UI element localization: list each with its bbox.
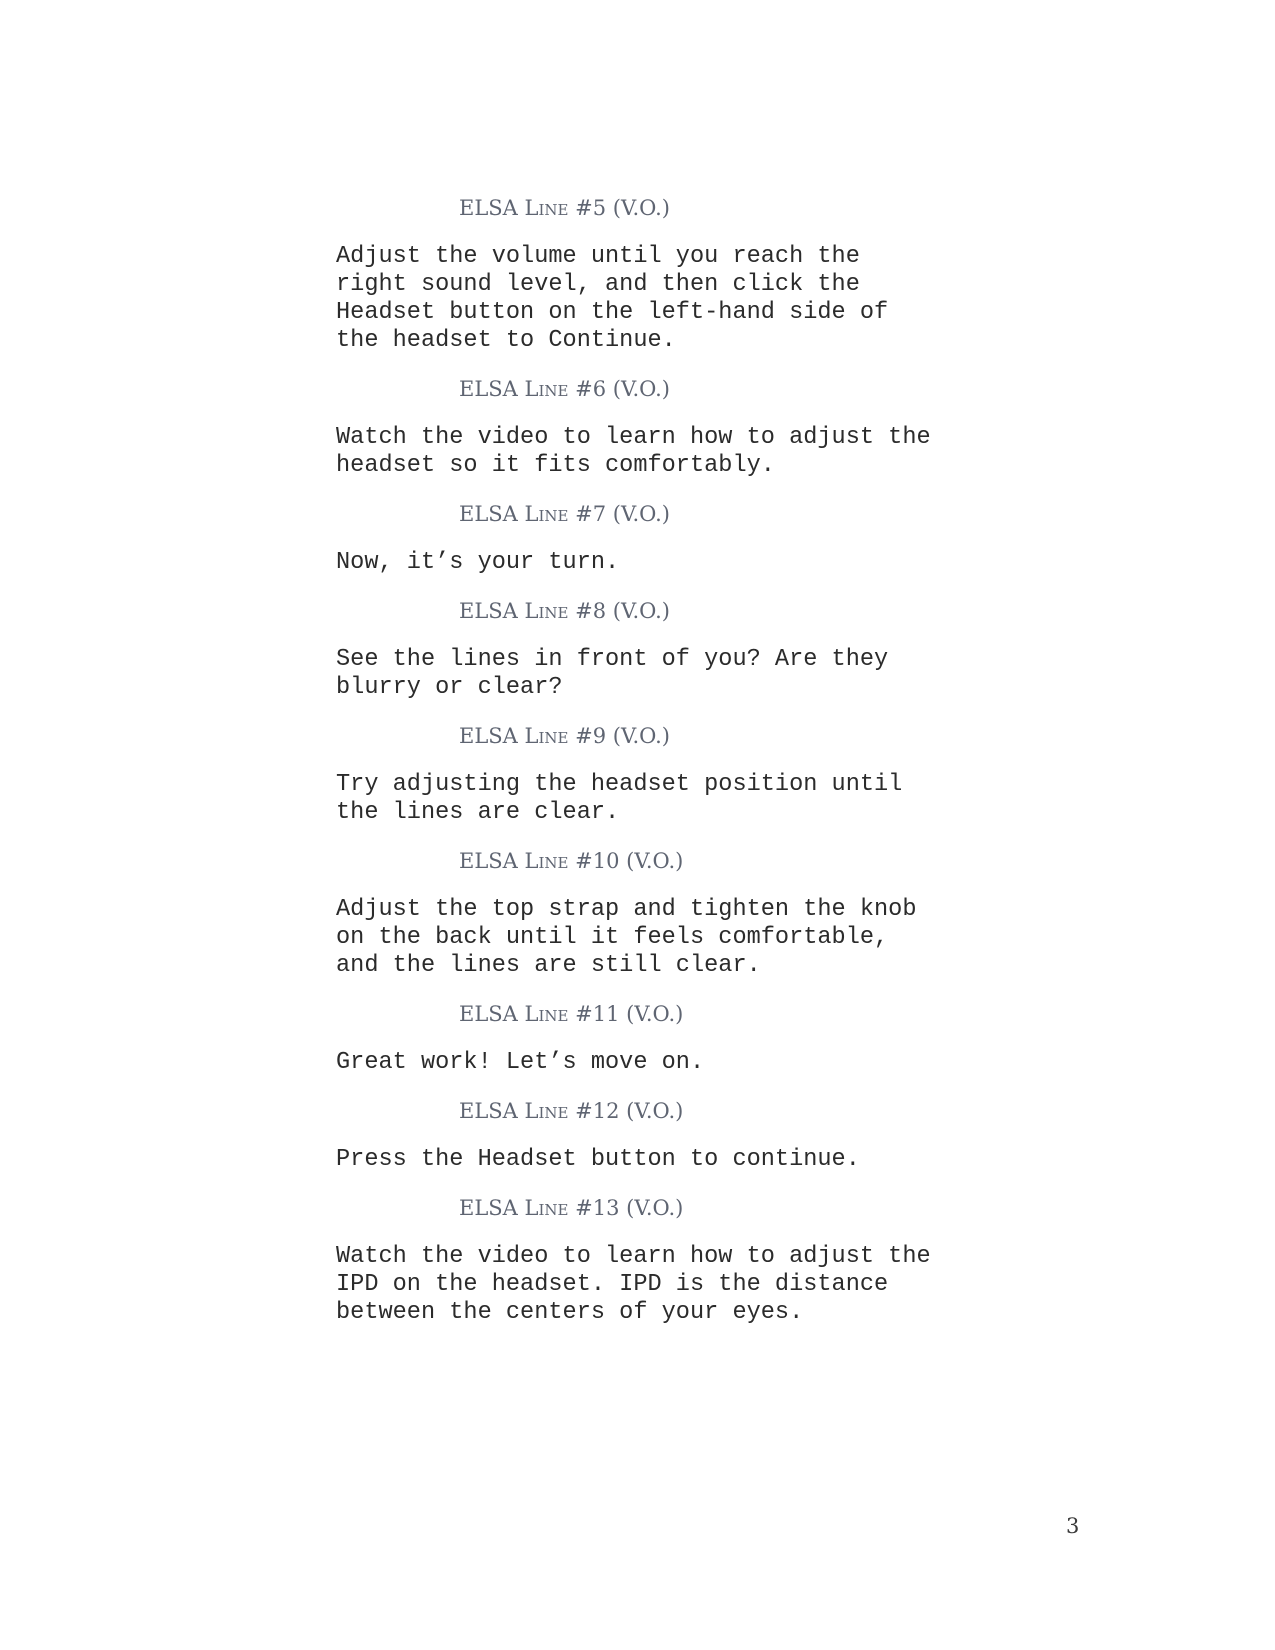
- cue-line-suffix: #13 (V.O.): [568, 1196, 684, 1220]
- cue-line-word: Line: [524, 599, 569, 623]
- cue-character-name: ELSA: [459, 502, 525, 526]
- cue-character-name: ELSA: [459, 196, 525, 220]
- dialogue-text: Now, it’s your turn.: [336, 549, 620, 576]
- cue-character-name: ELSA: [459, 377, 525, 401]
- dialogue-text: Try adjusting the headset position until the lines are clear.: [336, 771, 903, 826]
- cue-line-suffix: #11 (V.O.): [568, 1002, 684, 1026]
- character-cue: [459, 722, 1036, 750]
- cue-character-name: ELSA: [459, 599, 525, 623]
- cue-line-word: Line: [524, 1196, 569, 1220]
- cue-line-word: Line: [524, 849, 569, 873]
- cue-character-name: ELSA: [459, 1099, 525, 1123]
- cue-line-suffix: #9 (V.O.): [568, 724, 670, 748]
- page-number: 3: [1066, 1514, 1080, 1538]
- dialogue-text: Adjust the top strap and tighten the knob on the back until it feels comfortable, and the lines are still clear.: [336, 896, 917, 979]
- character-cue: [459, 500, 1036, 528]
- cue-character-name: ELSA: [459, 1002, 525, 1026]
- cue-character-name: ELSA: [459, 724, 525, 748]
- character-cue: [459, 1097, 1036, 1125]
- cue-line-suffix: #12 (V.O.): [568, 1099, 684, 1123]
- cue-line-suffix: #8 (V.O.): [568, 599, 670, 623]
- character-cue: [459, 597, 1036, 625]
- cue-line-word: Line: [524, 1002, 569, 1026]
- dialogue-text: See the lines in front of you? Are they blurry or clear?: [336, 646, 889, 701]
- script-body: [336, 194, 1036, 1347]
- character-cue: [459, 1000, 1036, 1028]
- cue-line-word: Line: [524, 196, 569, 220]
- dialogue-text: Great work! Let’s move on.: [336, 1049, 705, 1076]
- character-cue: [459, 375, 1036, 403]
- dialogue-text: Watch the video to learn how to adjust the IPD on the headset. IPD is the distance between the centers of your eyes.: [336, 1243, 931, 1326]
- cue-line-word: Line: [524, 724, 569, 748]
- cue-line-word: Line: [524, 377, 569, 401]
- cue-character-name: ELSA: [459, 1196, 525, 1220]
- cue-line-suffix: #5 (V.O.): [568, 196, 670, 220]
- cue-character-name: ELSA: [459, 849, 525, 873]
- character-cue: [459, 194, 1036, 222]
- cue-line-word: Line: [524, 502, 569, 526]
- cue-line-word: Line: [524, 1099, 569, 1123]
- dialogue-text: Press the Headset button to continue.: [336, 1146, 860, 1173]
- cue-line-suffix: #7 (V.O.): [568, 502, 670, 526]
- dialogue-text: Watch the video to learn how to adjust the headset so it fits comfortably.: [336, 424, 931, 479]
- cue-line-suffix: #10 (V.O.): [568, 849, 684, 873]
- character-cue: [459, 847, 1036, 875]
- cue-line-suffix: #6 (V.O.): [568, 377, 670, 401]
- dialogue-text: Adjust the volume until you reach the right sound level, and then click the Headset button on the left-hand side of the headset to Continue.: [336, 243, 889, 354]
- character-cue: [459, 1194, 1036, 1222]
